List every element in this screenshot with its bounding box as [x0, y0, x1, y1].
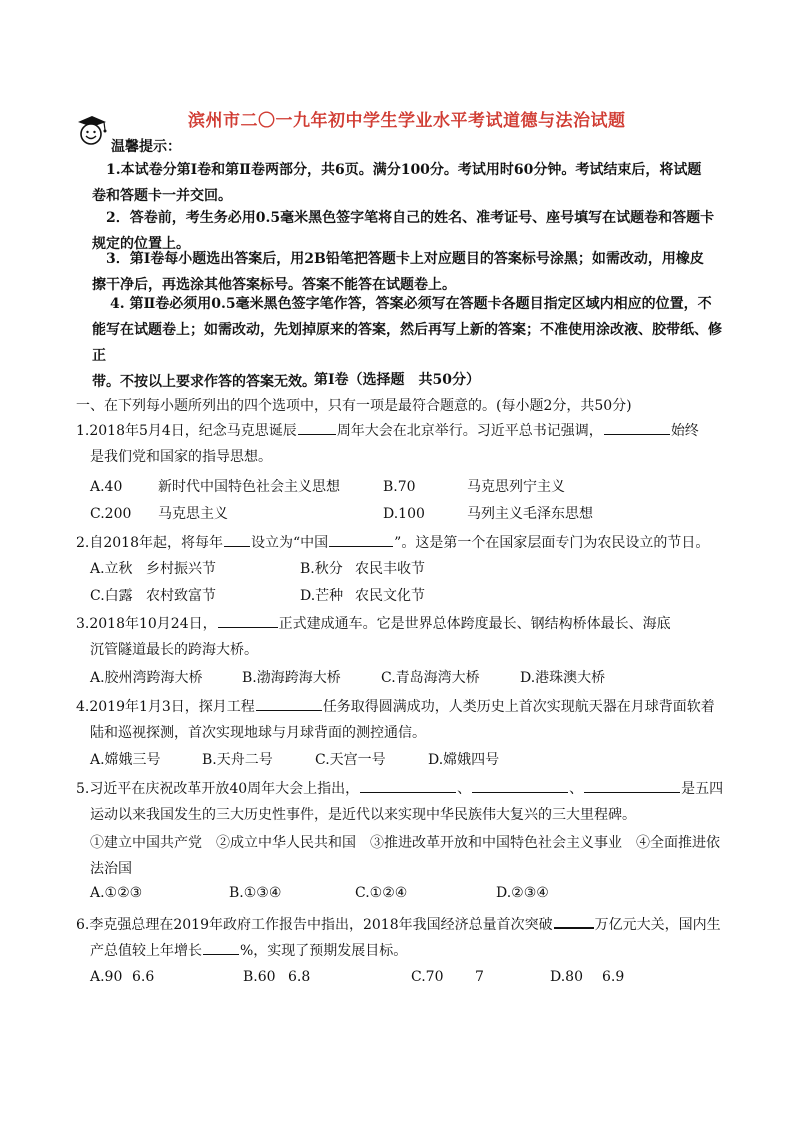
option-letter: B.秋分	[300, 561, 343, 577]
notice-3-line-2: 擦干净后，再选涂其他答案标号。答案不能答在试题卷上。	[92, 277, 456, 293]
q4-text-line-2: 陆和巡视探测，首次实现地球与月球背面的测控通信。	[90, 725, 426, 741]
option-text: 7	[475, 969, 484, 985]
answer-blank	[298, 420, 336, 435]
q3-text-1: 3.2018年10月24日，	[76, 616, 217, 632]
option-c	[411, 969, 484, 985]
option-c: C.青岛海湾大桥	[381, 670, 480, 686]
option-text: 新时代中国特色社会主义思想	[158, 479, 340, 495]
notice-2-line-2: 规定的位置上。	[92, 236, 190, 252]
option-d	[300, 585, 425, 605]
notice-4-line-3: 带。不按以上要求作答的答案无效。	[92, 374, 316, 390]
q1-text-3: 始终	[670, 423, 699, 439]
option-a	[90, 558, 216, 578]
q5-separator: 、	[457, 781, 472, 797]
answer-blank	[203, 940, 239, 955]
answer-blank	[554, 913, 594, 929]
answer-blank	[360, 778, 456, 793]
answer-blank	[329, 532, 393, 547]
option-text: 乡村振兴节	[146, 561, 216, 577]
q2-text-3: ”。这是第一个在国家层面专门为农民设立的节日。	[394, 535, 710, 551]
option-d: D.嫦娥四号	[428, 752, 500, 768]
option-letter: B.60	[243, 969, 276, 985]
option-d	[550, 969, 624, 985]
question-3-stem	[76, 611, 726, 663]
option-text: 农民文化节	[355, 588, 425, 604]
option-letter: D.芒种	[300, 588, 344, 604]
notice-2-line-1: 2．答卷前，考生务必用0.5毫米黑色签字笔将自己的姓名、准考证号、座号填写在试题卷和答题卡	[106, 210, 715, 226]
q1-text-2: 周年大会在北京举行。习近平总书记强调，	[336, 423, 603, 439]
option-text: 6.9	[602, 969, 625, 985]
q5-text-line-2: 运动以来我国发生的三大历史性事件，是近代以来实现中华民族伟大复兴的三大里程碑。	[90, 807, 636, 823]
notice-1-line-1: 1.本试卷分第Ⅰ卷和第Ⅱ卷两部分，共6页。满分100分。考试用时60分钟。考试结束后，将试题	[106, 162, 702, 178]
option-a: A.嫦娥三号	[90, 752, 161, 768]
question-6-stem	[76, 912, 726, 964]
answer-blank	[584, 778, 680, 793]
q4-text-1: 4.2019年1月3日，探月工程	[76, 699, 255, 715]
option-b	[300, 558, 425, 578]
exam-title: 滨州市二〇一九年初中学生学业水平考试道德与法治试题	[188, 111, 626, 131]
option-a: A.胶州湾跨海大桥	[90, 670, 203, 686]
option-text: 6.8	[288, 969, 311, 985]
q6-text-1: 6.李克强总理在2019年政府工作报告中指出，2018年我国经济总量首次突破	[76, 917, 553, 933]
option-letter: A.90	[90, 969, 123, 985]
q3-text-2: 正式建成通车。它是世界总体跨度最长、钢结构桥体最长、海底	[278, 616, 671, 632]
option-letter: A.立秋	[90, 561, 133, 577]
option-b	[243, 969, 310, 985]
option-text: 农民丰收节	[355, 561, 425, 577]
q5-text-1: 5.习近平在庆祝改革开放40周年大会上指出，	[76, 781, 360, 797]
q2-text-1: 2.自2018年起，将每年	[76, 535, 223, 551]
option-text: 农村致富节	[146, 588, 216, 604]
option-a	[90, 476, 340, 496]
q5-text-2: 是五四	[681, 781, 724, 797]
q2-text-2: 设立为“中国	[251, 535, 329, 551]
notice-4-line-1: 4. 第Ⅱ卷必须用0.5毫米黑色签字笔作答，答案必须写在答题卡各题目指定区域内相应的位置，不	[110, 296, 712, 312]
q5-statements-line-1: ①建立中国共产党 ②成立中华人民共和国 ③推进改革开放和中国特色社会主义事业 ④全面推进依	[90, 835, 720, 851]
q5-separator: 、	[569, 781, 584, 797]
answer-blank	[604, 420, 670, 435]
q6-text-3: 产总值较上年增长	[90, 943, 202, 959]
question-5-stem	[76, 776, 726, 828]
option-letter: C.200	[90, 506, 132, 522]
notice-1-line-2: 卷和答题卡一并交回。	[92, 188, 232, 204]
option-b: B.渤海跨海大桥	[242, 670, 341, 686]
option-b: B.①③④	[229, 885, 282, 901]
option-letter: D.100	[383, 506, 425, 522]
option-c: C.天宫一号	[315, 752, 386, 768]
notice-4-line-2: 能写在试题卷上；如需改动，先划掉原来的答案，然后再写上新的答案；不准使用涂改液、胶带纸、修正	[92, 322, 722, 364]
notice-3-line-1: 3．第Ⅰ卷每小题选出答案后，用2B铅笔把答题卡上对应题目的答案标号涂黑；如需改动，用橡皮	[106, 251, 704, 267]
option-text: 马克思列宁主义	[467, 479, 565, 495]
option-b	[383, 476, 565, 496]
q6-text-2: 万亿元大关，国内生	[594, 917, 721, 933]
option-text: 6.6	[132, 969, 155, 985]
q3-text-line-2: 沉管隧道最长的跨海大桥。	[90, 642, 258, 658]
option-letter: B.70	[383, 479, 416, 495]
option-c: C.①②④	[355, 885, 408, 901]
option-letter: C.白露	[90, 588, 133, 604]
answer-blank	[472, 778, 568, 793]
question-1-stem	[76, 418, 726, 470]
option-text: 马克思主义	[158, 506, 228, 522]
q1-text-line-2: 是我们党和国家的指导思想。	[90, 449, 272, 465]
option-c	[90, 503, 228, 523]
answer-blank	[256, 696, 322, 711]
option-d: D.港珠澳大桥	[520, 670, 606, 686]
option-d: D.②③④	[496, 885, 549, 901]
option-letter: C.70	[411, 969, 444, 985]
option-c	[90, 585, 216, 605]
question-5-statements	[90, 830, 730, 882]
option-a	[90, 969, 154, 985]
option-text: 马列主义毛泽东思想	[467, 506, 593, 522]
section-title: 第Ⅰ卷（选择题 共50分）	[313, 372, 481, 388]
answer-blank	[218, 613, 278, 628]
q1-text-1: 1.2018年5月4日，纪念马克思诞辰	[76, 423, 297, 439]
section-instruction: 一、在下列每小题所列出的四个选项中，只有一项是最符合题意的。(每小题2分，共50分)	[76, 398, 632, 414]
question-2-stem	[76, 530, 726, 556]
option-d	[383, 503, 593, 523]
question-4-stem	[76, 694, 726, 746]
tip-label: 温馨提示：	[111, 139, 181, 155]
option-a: A.①②③	[90, 885, 143, 901]
q4-text-2: 任务取得圆满成功，人类历史上首次实现航天器在月球背面软着	[322, 699, 715, 715]
smiley-graduate-icon	[74, 112, 110, 148]
option-letter: D.80	[550, 969, 583, 985]
q6-text-4: %，实现了预期发展目标。	[240, 943, 408, 959]
q5-statements-line-2: 法治国	[90, 861, 132, 877]
notice-1	[92, 157, 722, 209]
option-letter: A.40	[90, 479, 123, 495]
option-b: B.天舟二号	[202, 752, 273, 768]
answer-blank	[224, 532, 250, 547]
